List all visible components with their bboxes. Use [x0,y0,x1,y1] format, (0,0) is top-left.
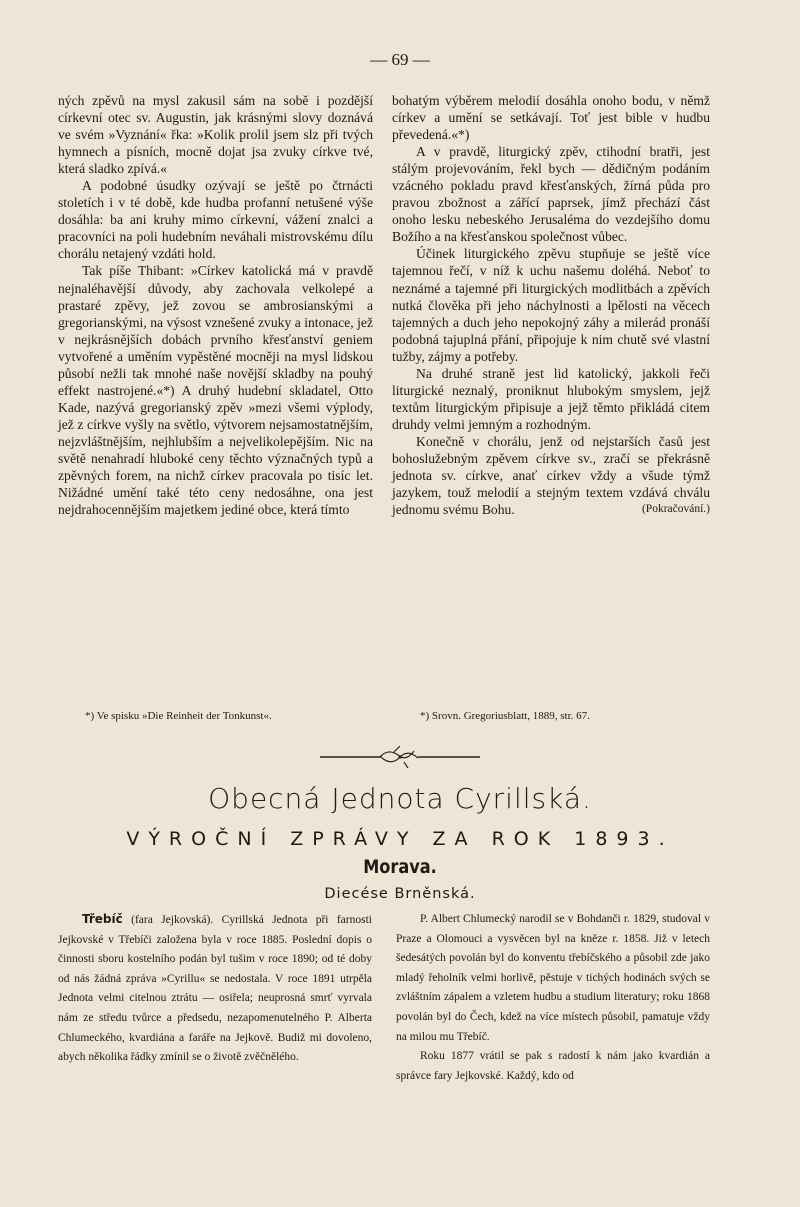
paragraph-text: (fara Jejkovská). Cyrillská Jednota při farnosti Jejkovské v Třebíči založena byla v roce 1885. Poslední dopis o činnosti sboru kostelního podán byl tušim v roce 1890; od té doby od nás žádná zpráva »Cyrillu« se nedostala. V roce 1891 utrpěla Jednota velmi citelnou ztrátu — osiřela; neuprosná smrť vyrvala nám ze středu tvůrce a předsedu, nezapomenutelného P. Alberta Chlumeckého, kvardiána a faráře na Jejkově. Budiž mi dovoleno, abych několika řádky zmínil se o životě zvěčnělého. [58,914,372,1064]
paragraph: Na druhé straně jest lid katolický, jakkoli řeči liturgické neznalý, proniknut hlubokým smyslem, jejž textům liturgickým připisuje a jejž těmto přikládá citem druhdy velmi jemným a rozhodným. [392,365,710,432]
footnote-right: *) Srovn. Gregoriusblatt, 1889, str. 67. [420,710,590,722]
paragraph: A podobné úsudky ozývají se ještě po čtrnácti stoletích i v té době, kde hudba profanní netušené výše dosáhla: ba ani kruhy mimo církevní, vážení znalci a pracovníci na poli hudebním neváhali mistrovskému dílu chorálu netajený vzdáti hold. [58,178,373,262]
paragraph: Účinek liturgického zpěvu stupňuje se ještě více tajemnou řečí, v níž k uchu našemu doléhá. Neboť to neznámé a tajemné při liturgických modlitbách a zpěvích nutká člověka při jeho náchylnosti a lpělosti na věcech tajemných a duch jeho nepokojný záhy a milerád pronáší podobná tajuplná přání, připojuje k nim chutě své vlastní tužby, zájmy a potřeby. [392,246,710,364]
diocese-heading: Diecése Brněnská. [324,886,476,902]
paragraph: bohatým výběrem melodií dosáhla onoho bodu, v němž církev a umění se setkávají. Toť jest bible v hudbu převedená.«*) [392,93,710,143]
paragraph: P. Albert Chlumecký narodil se v Bohdanči r. 1829, studoval v Praze a Olomouci a vysvěcen byl na kněze r. 1858. Již v letech šedesátých povolán byl do konventu třebíčského a působil zde jako mladý řeholník velmi horlivě, pěstuje v tichých hodinách svých se zvláštním zápalem a vzletem hudbu a studium literatury; roku 1868 povolán byl do Čech, kdež na více místech působil, pamatuje vždy na milou mu Třebíč. [396,913,710,1043]
page-number: — 69 — [370,50,430,69]
paragraph: Roku 1877 vrátil se pak s radostí k nám jako kvardián a správce fary Jejkovské. Každý, kdo od [396,1050,710,1082]
report-column-right [396,910,710,1086]
paragraph: A v pravdě, liturgický zpěv, ctihodní bratři, jest stálým projevováním, řekl bych — dědičným podáním vzácného pokladu pravd křesťanských, žírná půda pro pravou zbožnost a zářící paprsek, jímž přechází část onoho lesku nebeského Jerusaléma do vezdejšího domu Božího a na křesťanskou společnost vůbec. [392,144,710,245]
report-column-left [58,910,372,1068]
paragraph: Konečně v chorálu, jenž od nejstarších časů jest bohoslužebným zpěvem církve sv., zračí se překrásně jednota sv. církve, anať církev vždy a všude týmž jazykem, touž melodií a stejným textem vzdává chválu jednomu svému Bohu. [392,433,710,518]
article-column-left [58,92,373,518]
paragraph: Tak píše Thibant: »Církev katolická má v pravdě nejnaléhavější důvody, aby zachovala velkolepé a prastaré zpěvy, jež zovou se ambrosianskými a gregorianskými, na výsost vznešené zvuky a intonace, jež v nejkrásnějších dobách prvního křesťanství geniem vytvořené a uměním vypěstěné mocněji na mysl lidskou působí nežli tak mnohé naše novější skladby na pouhý effekt nastrojené.«*) A druhý hudební skladatel, Otto Kade, nazývá gregorianský zpěv »mezi všemi výplody, jež z církve vyšly na světlo, výtvorem nejsamostatnějším, nejzvláštnějším, nejhlubším a nejvelikolepějším. Nic na světě nenahradí hluboké ceny těchto význačných typů a zpěvných forem, na nichž církev pracovala po tisíc let. Nižádné umění také této ceny nedosáhne, ona jest nejdrahocennějším majetkem jediné obce, která tímto [58,263,373,518]
section-title: Obecná Jednota Cyrillská. [208,782,592,815]
region-heading: Morava. [363,856,437,878]
section-ornament [320,742,480,772]
article-column-right [392,92,710,518]
footnote-left: *) Ve spisku »Die Reinheit der Tonkunst«. [85,710,272,722]
place-name: Třebíč [82,912,123,926]
paragraph [58,910,372,1068]
continued-note: (Pokračování.) [641,503,710,516]
paragraph: ných zpěvů na mysl zakusil sám na sobě i pozdější církevní otec sv. Augustin, jak krásnými slovy doznává ve svém »Vyznání« řka: »Kolik prolil jsem slz při tvých hymnech a písních, mocně dojat jsa zvuky církve tvé, která sladko zpívá.« [58,93,373,177]
section-subtitle: VÝROČNÍ ZPRÁVY ZA ROK 1893. [126,828,674,850]
